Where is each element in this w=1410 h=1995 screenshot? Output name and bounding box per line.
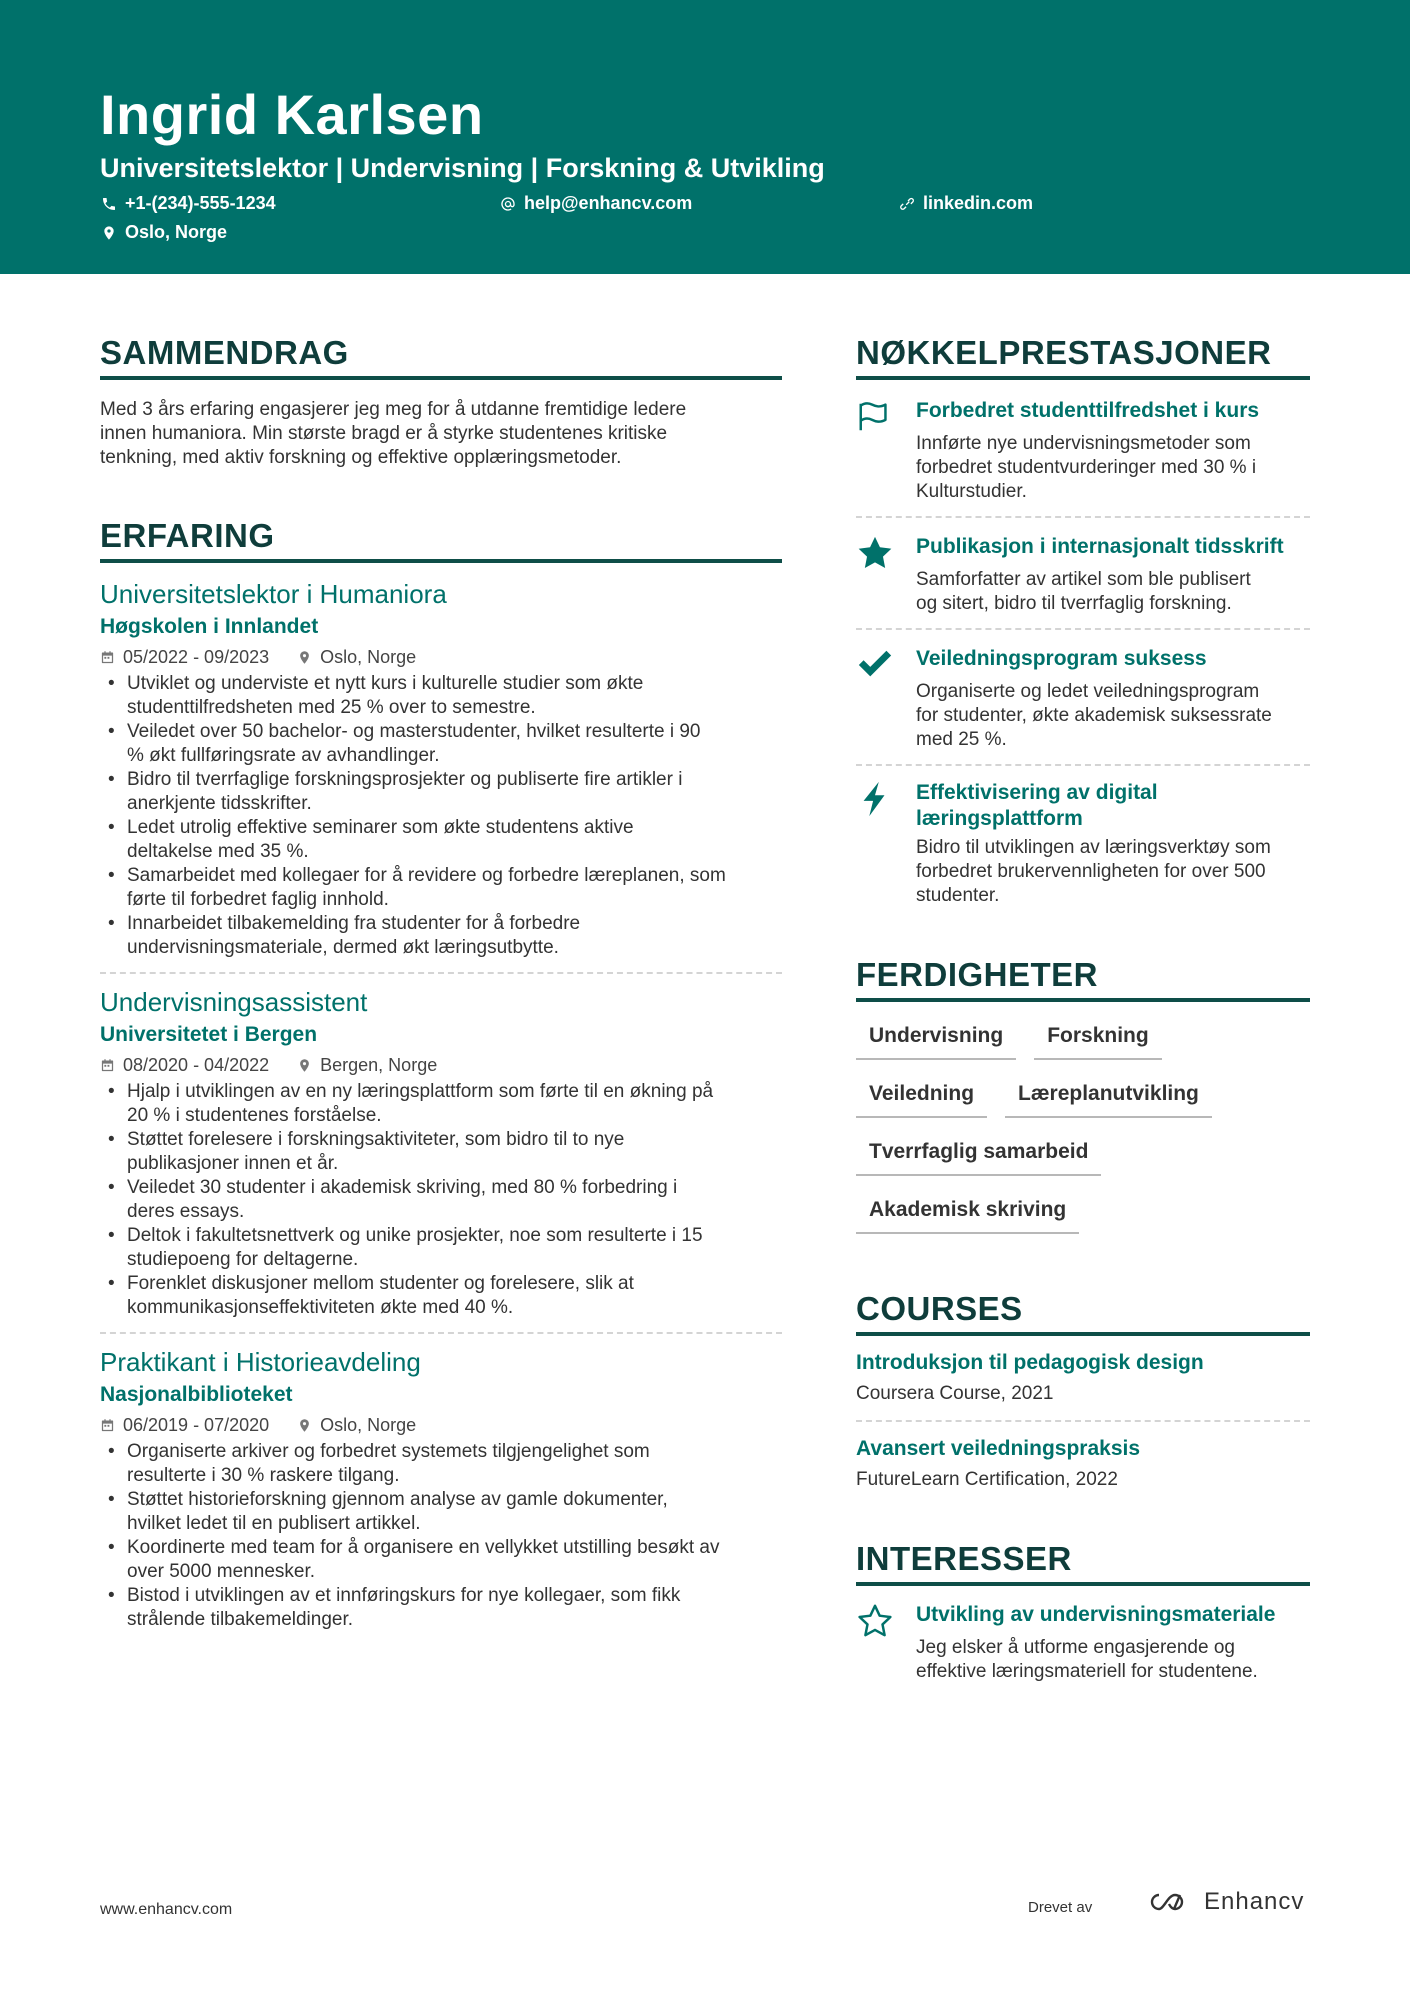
job-bullets: [100, 672, 782, 960]
achievement-title: Forbedret studenttilfredshet i kurs: [916, 399, 1260, 422]
contact-phone[interactable]: [101, 193, 276, 214]
course-item: [856, 1350, 1310, 1406]
email-text: help@enhancv.com: [524, 193, 693, 213]
summary-text: Med 3 års erfaring engasjerer jeg meg for å utdanne fremtidige ledere innen humaniora. Min største bragd er å styrke studentenes kritiske tenkning, med aktiv forskning og effektive opplæringsmetoder.: [100, 399, 687, 468]
job-entry: [100, 986, 782, 1320]
location-pin-icon: [297, 650, 312, 665]
contact-linkedin[interactable]: [899, 193, 1033, 214]
contact-location: [101, 222, 227, 243]
checkmark-icon: [856, 646, 894, 684]
bullet-item: • Støttet historieforskning gjennom analyse av gamle dokumenter, hvilket ledet til en publisert artikkel.: [100, 1488, 782, 1536]
bullet-item: • Utviklet og underviste et nytt kurs i kulturelle studier som økte studenttilfredsheten med 25 % over to semestre.: [100, 672, 782, 720]
achievement-item: [856, 398, 1310, 504]
achievement-desc: Organiserte og ledet veiledningsprogram for studenter, økte akademisk suksessrate med 25 %.: [916, 681, 1272, 750]
divider: [856, 764, 1310, 766]
calendar-icon: [100, 650, 115, 665]
enhancv-logo[interactable]: [1146, 1888, 1304, 1916]
skills-list: [856, 1018, 1310, 1250]
job-dates: 06/2019 - 07/2020: [123, 1415, 270, 1435]
bullet-item: • Forenklet diskusjoner mellom studenter og forelesere, slik at kommunikasjonseffektiviteten økte med 40 %.: [100, 1272, 782, 1320]
summary-heading: SAMMENDRAG: [100, 332, 782, 380]
star-icon: [856, 534, 894, 572]
bullet-item: • Veiledet 30 studenter i akademisk skriving, med 80 % forbedring i deres essays.: [100, 1176, 782, 1224]
courses-heading: COURSES: [856, 1288, 1310, 1336]
footer-powered-by: Drevet av: [1028, 1899, 1093, 1916]
company-name: Nasjonalbiblioteket: [100, 1383, 293, 1406]
link-icon: [899, 196, 915, 212]
bullet-item: • Organiserte arkiver og forbedret systemets tilgjengelighet som resulterte i 30 % raskere tilgang.: [100, 1440, 782, 1488]
achievement-item: [856, 534, 1310, 616]
achievement-item: [856, 780, 1310, 908]
location-pin-icon: [297, 1418, 312, 1433]
bullet-item: • Bistod i utviklingen av et innføringskurs for nye kollegaer, som fikk strålende tilbakemeldinger.: [100, 1584, 782, 1632]
bullet-item: • Koordinerte med team for å organisere en vellykket utstilling besøkt av over 5000 mennesker.: [100, 1536, 782, 1584]
achievement-title: Publikasjon i internasjonalt tidsskrift: [916, 535, 1284, 558]
calendar-icon: [100, 1418, 115, 1433]
phone-text: +1-(234)-555-1234: [125, 193, 276, 213]
skill-tag: Tverrfaglig samarbeid: [856, 1134, 1101, 1176]
divider: [856, 628, 1310, 630]
achievement-item: [856, 646, 1310, 752]
job-meta: [100, 646, 782, 668]
star-outline-icon: [856, 1602, 894, 1640]
skill-tag: Veiledning: [856, 1076, 987, 1118]
calendar-icon: [100, 1058, 115, 1073]
enhancv-logo-text: Enhancv: [1204, 1888, 1305, 1915]
skill-tag: Forskning: [1034, 1018, 1162, 1060]
divider: [100, 1332, 782, 1334]
skills-heading: FERDIGHETER: [856, 954, 1310, 1002]
bullet-item: • Ledet utrolig effektive seminarer som økte studentens aktive deltakelse med 35 %.: [100, 816, 782, 864]
achievement-desc: Samforfatter av artikel som ble publisert og sitert, bidro til tverrfaglig forskning.: [916, 569, 1251, 614]
achievement-desc: Bidro til utviklingen av læringsverktøy som forbedret brukervennligheten for over 500 studenter.: [916, 837, 1271, 906]
achievement-title: Effektivisering av digital læringsplattform: [916, 781, 1158, 830]
footer-url[interactable]: www.enhancv.com: [100, 1901, 233, 1918]
interest-item: [856, 1602, 1310, 1684]
phone-icon: [101, 196, 117, 212]
bullet-item: • Hjalp i utviklingen av en ny læringsplattform som førte til en økning på 20 % i studentenes forståelse.: [100, 1080, 782, 1128]
location-text: Oslo, Norge: [125, 222, 228, 242]
job-title: Undervisningsassistent: [100, 987, 368, 1017]
left-column: [100, 332, 782, 1632]
job-meta: [100, 1054, 782, 1076]
job-dates: 05/2022 - 09/2023: [123, 647, 270, 667]
job-entry: [100, 1346, 782, 1632]
divider: [856, 516, 1310, 518]
job-entry: [100, 578, 782, 960]
job-bullets: [100, 1440, 782, 1632]
job-location: Bergen, Norge: [320, 1055, 438, 1075]
company-name: Høgskolen i Innlandet: [100, 615, 319, 638]
job-title: Universitetslektor i Humaniora: [100, 579, 447, 609]
job-dates: 08/2020 - 04/2022: [123, 1055, 270, 1075]
flag-icon: [856, 398, 894, 436]
course-title: Avansert veiledningspraksis: [856, 1437, 1141, 1460]
lightning-icon: [856, 780, 894, 818]
bullet-item: • Samarbeidet med kollegaer for å revidere og forbedre læreplanen, som førte til forbedret faglig innhold.: [100, 864, 782, 912]
course-provider: Coursera Course, 2021: [856, 1383, 1054, 1404]
achievements-heading: NØKKELPRESTASJONER: [856, 332, 1310, 380]
divider: [100, 972, 782, 974]
candidate-name: Ingrid Karlsen: [100, 83, 484, 146]
achievement-desc: Innførte nye undervisningsmetoder som forbedret studentvurderinger med 30 % i Kulturstudier.: [916, 433, 1257, 502]
course-item: [856, 1436, 1310, 1492]
contact-email[interactable]: [500, 193, 692, 214]
job-bullets: [100, 1080, 782, 1320]
enhancv-logo-icon: [1146, 1890, 1194, 1914]
at-icon: [500, 196, 516, 212]
candidate-title: Universitetslektor | Undervisning | Forskning & Utvikling: [100, 153, 825, 183]
right-column: [856, 332, 1310, 1684]
header-banner: [0, 0, 1410, 274]
job-title: Praktikant i Historieavdeling: [100, 1347, 421, 1377]
course-title: Introduksjon til pedagogisk design: [856, 1351, 1204, 1374]
bullet-item: • Bidro til tverrfaglige forskningsprosjekter og publiserte fire artikler i anerkjente tidsskrifter.: [100, 768, 782, 816]
interests-heading: INTERESSER: [856, 1538, 1310, 1586]
interest-desc: Jeg elsker å utforme engasjerende og effektive læringsmateriell for studentene.: [916, 1637, 1258, 1682]
bullet-item: • Deltok i fakultetsnettverk og unike prosjekter, noe som resulterte i 15 studiepoeng for deltagerne.: [100, 1224, 782, 1272]
bullet-item: • Veiledet over 50 bachelor- og masterstudenter, hvilket resulterte i 90 % økt fullføringsrate av avhandlinger.: [100, 720, 782, 768]
skill-tag: Undervisning: [856, 1018, 1016, 1060]
interest-title: Utvikling av undervisningsmateriale: [916, 1603, 1276, 1626]
course-provider: FutureLearn Certification, 2022: [856, 1469, 1118, 1490]
job-location: Oslo, Norge: [320, 647, 417, 667]
linkedin-text: linkedin.com: [923, 193, 1034, 213]
job-meta: [100, 1414, 782, 1436]
job-location: Oslo, Norge: [320, 1415, 417, 1435]
skill-tag: Læreplanutvikling: [1005, 1076, 1212, 1118]
location-pin-icon: [101, 225, 117, 241]
skill-tag: Akademisk skriving: [856, 1192, 1079, 1234]
experience-heading: ERFARING: [100, 515, 782, 563]
location-pin-icon: [297, 1058, 312, 1073]
company-name: Universitetet i Bergen: [100, 1023, 318, 1046]
bullet-item: • Støttet forelesere i forskningsaktiviteter, som bidro til to nye publikasjoner innen et år.: [100, 1128, 782, 1176]
achievement-title: Veiledningsprogram suksess: [916, 647, 1207, 670]
divider: [856, 1420, 1310, 1422]
bullet-item: • Innarbeidet tilbakemelding fra studenter for å forbedre undervisningsmateriale, dermed økt læringsutbytte.: [100, 912, 782, 960]
